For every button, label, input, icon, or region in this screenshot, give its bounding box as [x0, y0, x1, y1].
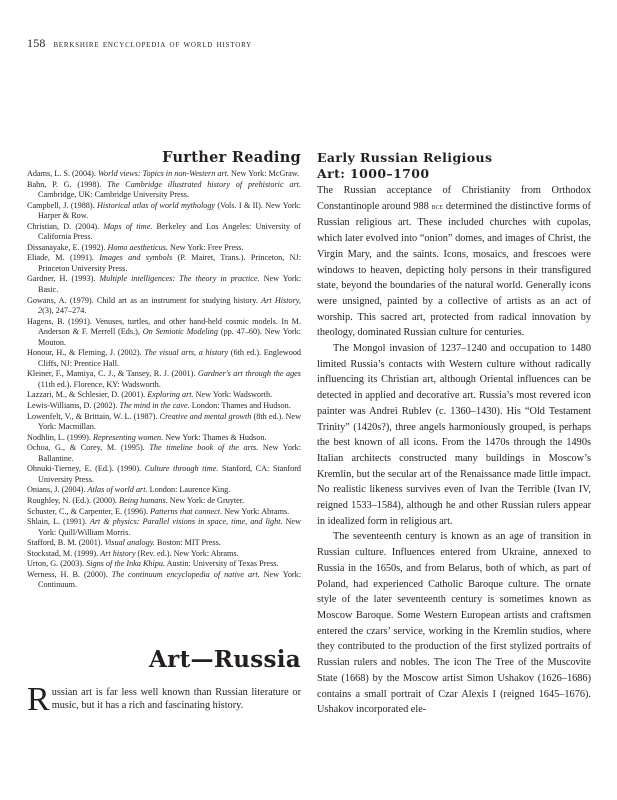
text-run: Roughley, N. (Ed.). (2000).: [27, 495, 120, 505]
text-run: Art history: [100, 548, 136, 558]
text-run: Onians, J. (2004).: [27, 485, 88, 495]
text-run: The mind in the cave.: [119, 401, 190, 411]
reference-item: [27, 549, 301, 560]
text-run: New York: Ballantine.: [38, 443, 302, 463]
reference-item: [27, 559, 301, 570]
text-run: Honour, H., & Fleming, J. (2002).: [27, 348, 145, 358]
text-run: Adams, L. S. (2004).: [27, 169, 98, 178]
text-run: The seventeenth century is known as an age of transition in Russian culture. Influences entered from Ukraine, annexed to Russia in the 1650s, and from Belarus, both of which, as part of Poland, had experienced Catholic Baroque culture. The ornate style of the later seventeenth century is sometimes known as Moscow Baroque. Some Western European artists and craftsmen entered the czars’ service, working in the Kremlin studios, where they contributed to the production of the first stylized portraits of Russian rulers and nobles. The icon: [317, 531, 591, 669]
text-run: Nodhlin, L. (1999).: [27, 432, 93, 442]
text-run: (3), 247–274.: [42, 306, 87, 316]
text-run: (8th ed.). New York: Macmillan.: [38, 411, 301, 432]
text-run: Christian, D. (2004).: [27, 221, 104, 231]
text-run: Multiple intelligences: The theory in practice.: [99, 274, 260, 284]
drop-cap: R: [27, 681, 50, 718]
text-run: Historical atlas of world mythology: [97, 200, 216, 210]
reference-item: [27, 274, 301, 295]
reference-item: [27, 464, 301, 485]
text-run: New York: Continuum.: [38, 569, 302, 590]
section-body: [317, 183, 591, 718]
section-heading-line2: Art: 1000–1700: [317, 165, 430, 181]
text-run: Signs of the Inka Khipu.: [86, 559, 166, 569]
body-paragraph: [317, 529, 591, 717]
reference-item: [27, 412, 301, 433]
text-run: Eliade, M. (1991).: [27, 253, 100, 263]
text-run: Campbell, J. (1988).: [27, 200, 97, 210]
reference-item: [27, 433, 301, 444]
text-run: New York: Quill/William Morris.: [38, 517, 301, 537]
text-run: New York: Wadsworth.: [193, 390, 273, 400]
text-run: Cambridge, UK: Cambridge University Press.: [38, 190, 189, 200]
text-run: New York: McGraw.: [228, 169, 300, 178]
section-heading: [317, 150, 591, 181]
text-run: The visual arts, a history: [144, 348, 229, 358]
text-run: New York: Abrams.: [222, 506, 290, 516]
reference-item: [27, 169, 301, 180]
text-run: (6th ed.). Englewood Cliffs, NJ: Prentice Hall.: [38, 348, 302, 368]
text-run: The Mongol invasion of 1237–1240 and occupation to 1480 limited Russia’s contacts with Western culture without radically influencing its Christian art, although Oriental influences can be detected in applied and decorative art. Russia’s most revered icon painter was Andrei Rublev (c. 1360–1430). His “Old Testament Trinity” (1420s?), three angels harmoniously grouped, is perhaps the best known of all icons. From the 1470s through the 1490s Italian architects constructed many buildings in Moscow’s Kremlin, but the secular art of the Renaissance made little impact. No realistic likeness survives even of Ivan the Terrible (Ivan IV, reigned 1533–1584), although he and other Russian rulers appear in idealized form in religious art.: [317, 343, 591, 527]
text-run: Homo aestheticus.: [107, 242, 168, 252]
text-run: Art & physics: Parallel visions in space, time, and light.: [89, 517, 283, 527]
text-run: Kleiner, F., Mamiya, C. J., & Tansey, R. J. (2001).: [27, 369, 198, 379]
text-run: Ohnuki-Tierney, E. (Ed.). (1990).: [27, 464, 145, 474]
text-run: Art History, 2: [38, 295, 301, 316]
text-run: Culture through time.: [144, 464, 219, 474]
text-run: Images and symbols: [99, 253, 173, 263]
intro-text: ussian art is far less well known than Russian literature or music, but it has a rich and fascinating history.: [51, 687, 301, 712]
text-run: Patterns that connect.: [150, 506, 223, 516]
reference-item: [27, 401, 301, 412]
reference-item: [27, 517, 301, 538]
reference-item: [27, 538, 301, 549]
reference-list: [27, 169, 301, 591]
article-title: Art—Russia: [149, 646, 301, 673]
text-run: (Vols. I & II). New York: Harper & Row.: [38, 200, 301, 221]
text-run: Urton, G. (2003).: [27, 559, 87, 569]
text-run: Werness, H. B. (2000).: [27, 569, 112, 579]
body-paragraph: [317, 341, 591, 529]
text-run: Berkeley and Los Angeles: University of California Press.: [38, 221, 301, 242]
reference-item: [27, 390, 301, 401]
text-run: Stafford, B. M. (2001).: [27, 538, 105, 548]
text-run: Hagens, B. (1991). Venuses, turtles, and other hand-held cosmic models. In M. Anderson & F. Merrell (Eds.),: [27, 316, 301, 337]
text-run: The Russian acceptance of Christianity from Orthodox Constantinople around 988: [317, 185, 591, 212]
text-run: The Tree of the Muscovite State: [317, 657, 591, 684]
text-run: Schuster, C., & Carpenter, E. (1996).: [27, 506, 151, 516]
text-run: Maps of time.: [103, 221, 153, 231]
reference-item: [27, 222, 301, 243]
reference-item: [27, 296, 301, 317]
body-paragraph: [317, 183, 591, 341]
text-run: Exploring art.: [147, 390, 194, 400]
text-run: Gardner's art through the ages: [197, 369, 301, 379]
running-title: berkshire encyclopedia of world history: [53, 39, 253, 50]
text-run: (11th ed.). Florence, KY: Wadsworth.: [38, 379, 161, 389]
text-run: Stockstad, M. (1999).: [27, 548, 101, 558]
text-run: (1668) by the Moscow artist Simon Ushakov (1626–1686) contains a small portrait of Czar Alexis I (reigned 1645–1676). Ushakov incorporated ele-: [317, 672, 591, 716]
text-run: (pp. 47–60). New York: Mouton.: [38, 327, 302, 347]
text-run: Lowenfelt, V., & Brittain, W. L. (1987).: [27, 411, 160, 421]
text-run: New York: de Gruyter.: [167, 495, 245, 505]
text-run: (P. Mairet, Trans.). Princeton, NJ: Princeton University Press.: [38, 253, 301, 273]
section-heading-line1: Early Russian Religious: [317, 150, 493, 165]
article-intro: [27, 681, 301, 718]
text-run: Lewis-Williams, D. (2002).: [27, 401, 120, 411]
reference-item: [27, 201, 301, 222]
early-russian-religious-art-section: [317, 150, 591, 718]
reference-item: [27, 496, 301, 507]
further-reading-heading: Further Reading: [162, 149, 301, 166]
reference-item: [27, 570, 301, 591]
reference-item: [27, 507, 301, 518]
reference-item: [27, 485, 301, 496]
text-run: Boston: MIT Press.: [154, 538, 221, 548]
reference-item: [27, 369, 301, 390]
text-run: On Semiotic Modeling: [142, 327, 218, 337]
text-run: The Cambridge illustrated history of prehistoric art.: [107, 179, 301, 189]
text-run: World views: Topics in non-Western art.: [97, 169, 229, 178]
running-header: [27, 36, 252, 51]
text-run: Austin: University of Texas Press.: [165, 559, 279, 569]
reference-item: [27, 243, 301, 254]
page-number: 158: [27, 36, 46, 50]
text-run: Gardner, H. (1993).: [27, 274, 100, 284]
text-run: bce: [431, 201, 444, 212]
text-run: Visual analogy.: [104, 538, 155, 548]
text-run: Gowans, A. (1979). Child art as an instrument for studying history.: [27, 295, 262, 305]
text-run: London: Thames and Hudson.: [189, 401, 291, 411]
text-run: London: Laurence King.: [147, 485, 231, 495]
text-run: Creative and mental growth: [159, 411, 252, 421]
text-run: New York: Free Press.: [168, 242, 244, 252]
text-run: The continuum encyclopedia of native art.: [111, 569, 260, 579]
text-run: (Rev. ed.). New York: Abrams.: [135, 548, 239, 558]
reference-item: [27, 317, 301, 349]
text-run: Dissanayake, E. (1992).: [27, 242, 108, 252]
text-run: New York: Basic.: [38, 274, 301, 295]
reference-item: [27, 180, 301, 201]
text-run: The timeline book of the arts.: [149, 443, 259, 453]
text-run: Ochoa, G., & Corey, M. (1995).: [27, 443, 150, 453]
text-run: Stanford, CA: Stanford University Press.: [38, 464, 302, 484]
text-run: Shlain, L. (1991).: [27, 517, 90, 527]
text-run: Representing women.: [92, 432, 164, 442]
text-run: Being humans.: [119, 495, 168, 505]
text-run: determined the distinctive forms of Russian religious art. These included churches with cupolas, which later evolved into “onion” domes, and images of Christ, the Virgin Mary, and the saints. Icons, mosaics, and frescoes were windows to heaven, depicting holy persons in their transfigured state, beyond the boundaries of the natural world. Generally icons were unsigned, painted by a collective of artists as an act of worship. This sacred art, protected from radical innovation by theology, dominated Russian culture for centuries.: [317, 200, 591, 339]
reference-item: [27, 443, 301, 464]
reference-item: [27, 348, 301, 369]
text-run: Atlas of world art.: [87, 485, 148, 495]
reference-item: [27, 253, 301, 274]
text-run: New York: Thames & Hudson.: [163, 432, 267, 442]
further-reading-section: [27, 150, 301, 591]
text-run: Bahn, P. G. (1998).: [27, 179, 108, 189]
text-run: Lazzari, M., & Schlesier, D. (2001).: [27, 390, 148, 400]
